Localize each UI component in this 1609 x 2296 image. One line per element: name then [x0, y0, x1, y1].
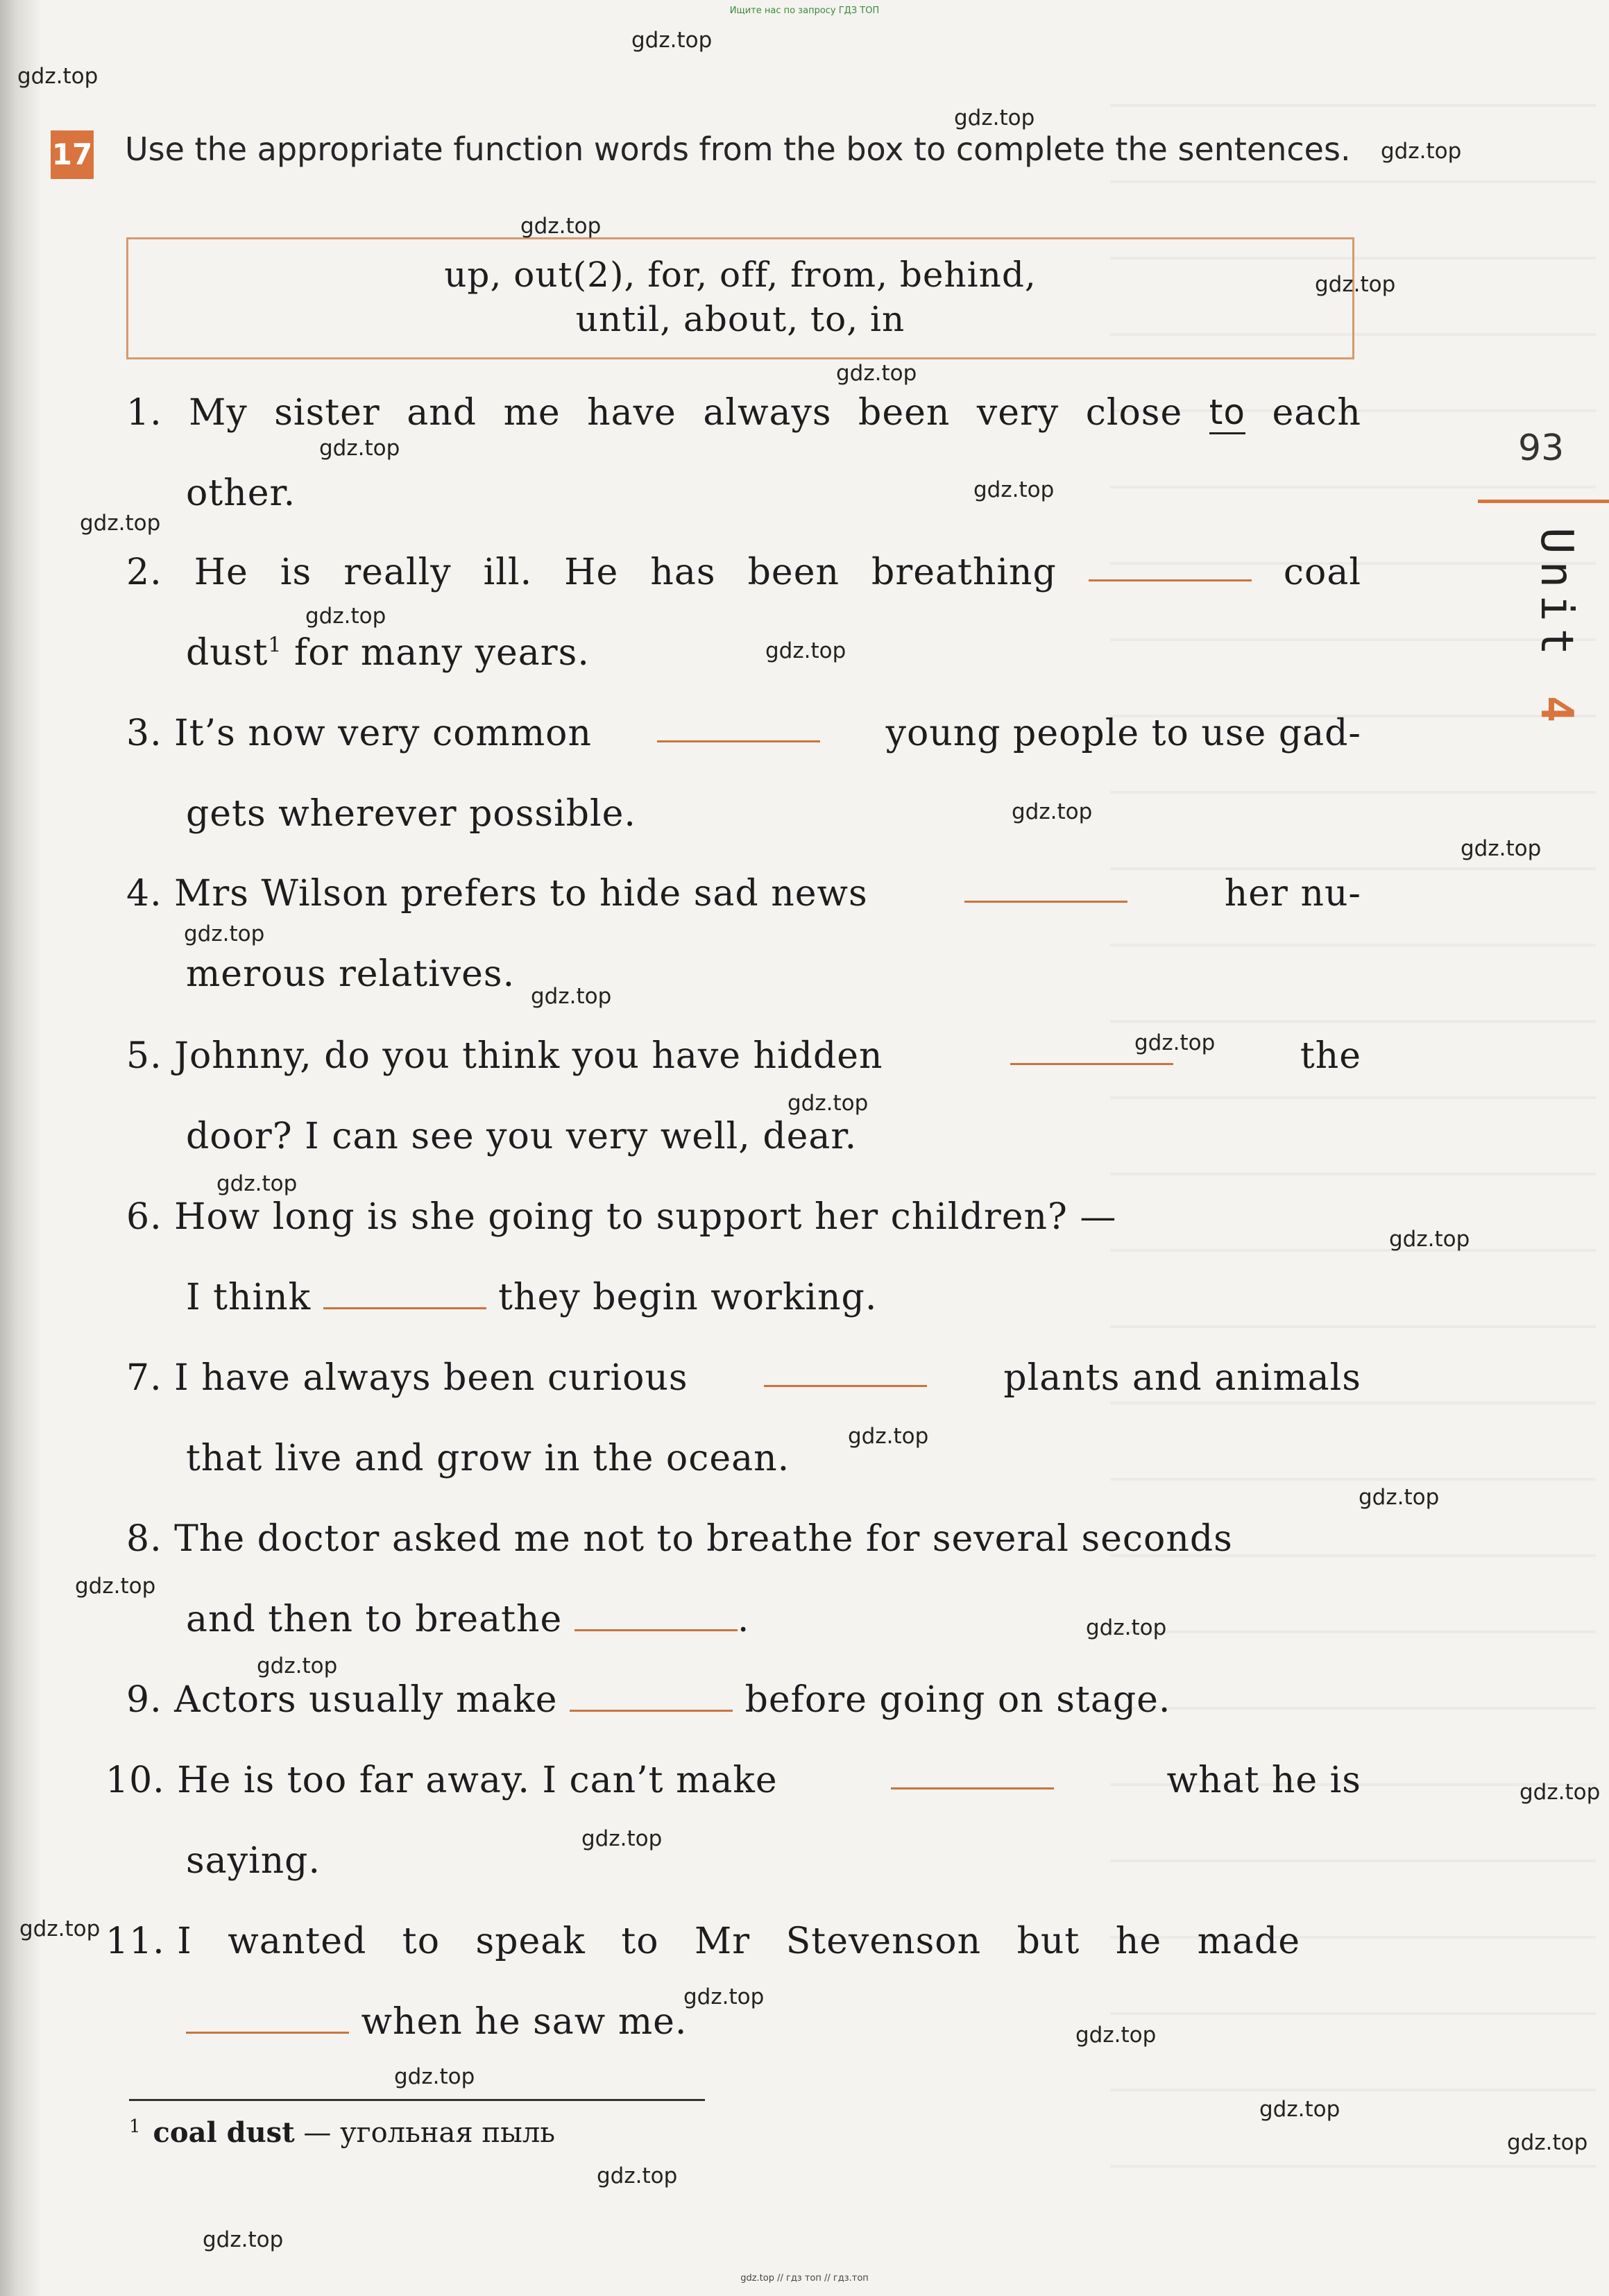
watermark: gdz.top — [1359, 1485, 1440, 1510]
item-number: 6. — [126, 1196, 162, 1238]
word: close — [1085, 392, 1183, 434]
text: . — [737, 1599, 750, 1640]
sentence-line — [186, 2001, 687, 2043]
item-number: 4. — [126, 873, 162, 915]
sentence-line: door? I can see you very well, dear. — [186, 1116, 858, 1157]
exercise-number: 17 — [51, 130, 94, 179]
text: Johnny, do you think you have hidden — [174, 1035, 883, 1077]
item-number: 11. — [105, 1921, 165, 1962]
unit-divider — [1478, 500, 1609, 503]
word: breathing — [871, 552, 1057, 593]
text: for many years. — [282, 632, 590, 674]
watermark: gdz.top — [1389, 1227, 1470, 1252]
exercise-instruction: Use the appropriate function words from the box to complete the sentences. — [125, 130, 1351, 168]
unit-word: Unit — [1531, 527, 1582, 663]
watermark: gdz.top — [184, 921, 265, 946]
footnote-term: coal dust — [153, 2116, 295, 2149]
sentence-line: gets wherever possible. — [186, 793, 636, 835]
watermark: gdz.top — [683, 1984, 765, 2009]
word: ill. — [483, 552, 533, 593]
watermark: gdz.top — [19, 1916, 101, 1941]
watermark: gdz.top — [1134, 1030, 1216, 1055]
answer-blank[interactable] — [570, 1682, 733, 1712]
word: He — [194, 552, 248, 593]
text: the — [1300, 1035, 1361, 1077]
footnote-mark: 1 — [268, 633, 282, 658]
text: How long is she going to support her children? — — [174, 1196, 1117, 1238]
text: and then to breathe — [186, 1599, 563, 1640]
watermark: gdz.top — [597, 2163, 678, 2188]
item-number: 10. — [105, 1760, 165, 1801]
watermark: gdz.top — [17, 64, 99, 89]
word: has — [650, 552, 716, 593]
word: is — [280, 552, 312, 593]
unit-label — [1499, 527, 1582, 735]
answer-blank[interactable] — [574, 1601, 738, 1631]
text: they begin working. — [498, 1277, 878, 1318]
item-number: 9. — [126, 1679, 162, 1721]
watermark: gdz.top — [1315, 272, 1396, 297]
text: He is too far away. I can’t make — [177, 1760, 778, 1801]
word: really — [343, 552, 452, 593]
sentence-line: merous relatives. — [186, 953, 516, 995]
text: young people to use gad- — [885, 713, 1361, 754]
word: dust — [186, 632, 269, 674]
watermark: gdz.top — [203, 2227, 284, 2252]
text: I wanted to speak to Mr Stevenson but he made — [177, 1921, 1300, 1962]
word: always — [703, 392, 832, 434]
watermark: gdz.top — [765, 638, 846, 663]
text: before going on stage. — [744, 1679, 1171, 1721]
item-number: 2. — [126, 552, 162, 593]
top-note: Ищите нас по запросу ГДЗ ТОП — [729, 6, 880, 16]
watermark: gdz.top — [581, 1826, 663, 1851]
text: her nu- — [1224, 873, 1361, 915]
sentence-line — [186, 632, 590, 674]
watermark: gdz.top — [394, 2064, 475, 2089]
word: coal — [1283, 552, 1361, 593]
watermark: gdz.top — [1381, 139, 1462, 164]
word: very — [976, 392, 1059, 434]
word: each — [1272, 392, 1361, 434]
item-number: 3. — [126, 713, 162, 754]
watermark: gdz.top — [1461, 836, 1542, 861]
watermark: gdz.top — [836, 361, 917, 386]
word: sister — [274, 392, 380, 434]
answer-blank[interactable] — [891, 1760, 1054, 1789]
text: Actors usually make — [174, 1679, 558, 1721]
text: The doctor asked me not to breathe for several seconds — [174, 1518, 1233, 1560]
watermark: gdz.top — [319, 436, 400, 461]
page-number: 93 — [1518, 427, 1565, 469]
sentence-line: that live and grow in the ocean. — [186, 1438, 790, 1479]
watermark: gdz.top — [973, 477, 1055, 502]
word-box-line: until, about, to, in — [575, 299, 905, 339]
handwritten-answer: to — [1209, 392, 1245, 434]
watermark: gdz.top — [1012, 799, 1093, 824]
watermark: gdz.top — [75, 1574, 156, 1599]
word: been — [747, 552, 840, 593]
sentence-line — [186, 1277, 877, 1318]
answer-blank[interactable] — [186, 2004, 349, 2034]
answer-blank[interactable] — [323, 1279, 486, 1309]
watermark: gdz.top — [80, 511, 161, 536]
footnote-mark: 1 — [129, 2116, 141, 2137]
item-number: 5. — [126, 1035, 162, 1077]
answer-blank[interactable] — [764, 1357, 927, 1387]
watermark: gdz.top — [216, 1171, 298, 1196]
word: My — [189, 392, 248, 434]
bottom-note: gdz.top // гдз топ // гдз.топ — [740, 2273, 869, 2284]
text: It’s now very common — [174, 713, 592, 754]
footnote — [129, 2116, 555, 2149]
watermark: gdz.top — [520, 214, 602, 239]
watermark: gdz.top — [1519, 1780, 1601, 1805]
word-box — [126, 237, 1354, 359]
sentence-line: other. — [186, 473, 296, 514]
watermark: gdz.top — [1075, 2023, 1157, 2048]
watermark: gdz.top — [305, 604, 386, 629]
sentence-line — [186, 1599, 749, 1640]
text: what he is — [1166, 1760, 1361, 1801]
text: when he saw me. — [361, 2001, 688, 2043]
sentence-line: saying. — [186, 1840, 321, 1882]
footnote-divider — [129, 2099, 705, 2101]
item-number: 8. — [126, 1518, 162, 1560]
watermark: gdz.top — [1259, 2097, 1340, 2122]
text: I think — [186, 1277, 312, 1318]
text: I have always been curious — [174, 1357, 688, 1399]
watermark: gdz.top — [848, 1424, 929, 1449]
watermark: gdz.top — [257, 1653, 338, 1678]
word-box-line: up, out(2), for, off, from, behind, — [444, 255, 1037, 295]
word: me — [503, 392, 561, 434]
watermark: gdz.top — [788, 1091, 869, 1116]
answer-blank[interactable] — [964, 873, 1127, 903]
text: Mrs Wilson prefers to hide sad news — [174, 873, 868, 915]
answer-blank[interactable] — [1089, 552, 1252, 581]
word: have — [587, 392, 676, 434]
unit-number: 4 — [1531, 695, 1582, 730]
footnote-definition: — угольная пыль — [303, 2117, 556, 2149]
word: and — [407, 392, 477, 434]
watermark: gdz.top — [631, 28, 713, 53]
watermark: gdz.top — [1086, 1615, 1167, 1640]
text: plants and animals — [1003, 1357, 1361, 1399]
watermark: gdz.top — [1507, 2130, 1588, 2155]
item-number: 7. — [126, 1357, 162, 1399]
word: He — [564, 552, 619, 593]
watermark: gdz.top — [954, 105, 1035, 130]
word: been — [858, 392, 951, 434]
item-number: 1. — [126, 392, 162, 434]
watermark: gdz.top — [531, 984, 612, 1009]
answer-blank[interactable] — [657, 713, 820, 742]
page-edge-shadow — [0, 0, 42, 2296]
